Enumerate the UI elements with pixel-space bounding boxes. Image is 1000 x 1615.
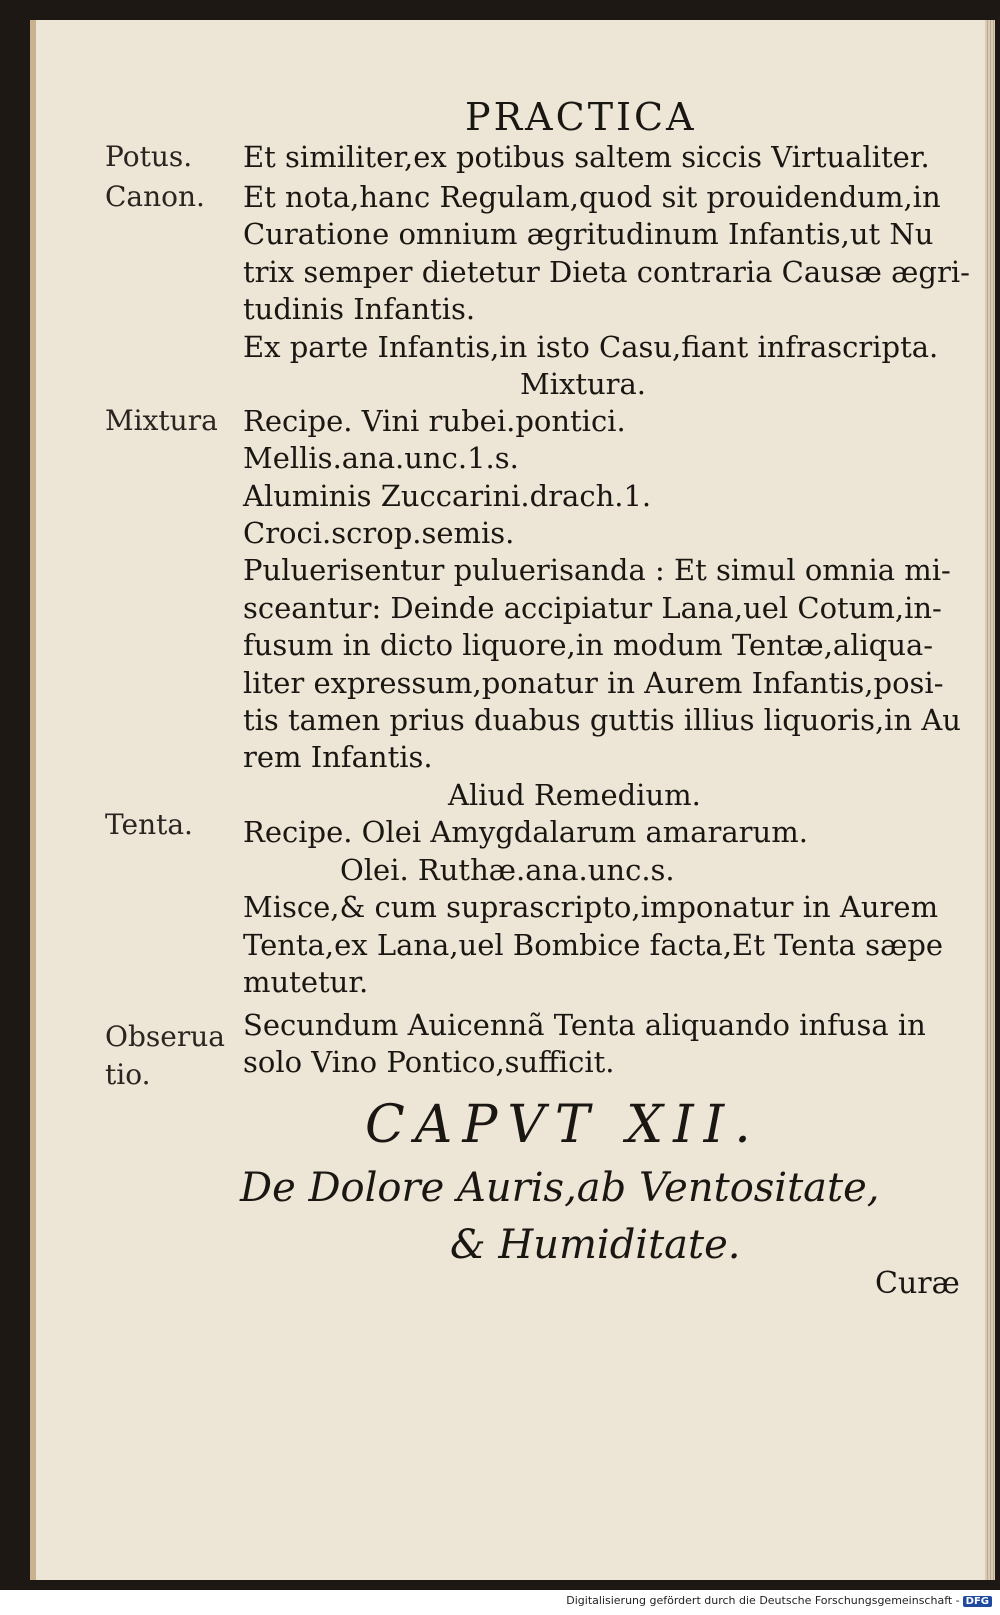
recipe-line: mutetur.	[243, 965, 369, 999]
recipe-line: Recipe. Olei Amygdalarum amararum.	[243, 815, 808, 849]
mixtura-heading: Mixtura.	[520, 367, 647, 401]
digitization-credit	[566, 1594, 992, 1607]
margin-note-obseruatio-cont: tio.	[105, 1058, 151, 1091]
recipe-line: Mellis.ana.unc.1.s.	[243, 441, 519, 475]
recipe-line: fusum in dicto liquore,in modum Tentæ,aliqua-	[243, 628, 934, 662]
recipe-line: Tenta,ex Lana,uel Bombice facta,Et Tenta sæpe	[243, 928, 944, 962]
dfg-logo: DFG	[963, 1596, 992, 1607]
recipe-line: Croci.scrop.semis.	[243, 516, 515, 550]
chapter-number: CAPVT XII.	[365, 1095, 761, 1155]
recipe-line: sceantur: Deinde accipiatur Lana,uel Cotum,in-	[243, 591, 942, 625]
text-line: Et nota,hanc Regulam,quod sit prouidendum,in	[243, 180, 941, 214]
recipe-line: tis tamen prius duabus guttis illius liquoris,in Au	[243, 703, 961, 737]
recipe-line: Misce,& cum suprascripto,imponatur in Aurem	[243, 890, 939, 924]
recipe-line: Aluminis Zuccarini.drach.1.	[243, 479, 652, 513]
recipe-line: liter expressum,ponatur in Aurem Infantis,posi-	[243, 666, 944, 700]
running-title: PRACTICA	[465, 95, 697, 139]
text-line: Curatione omnium ægritudinum Infantis,ut Nu	[243, 217, 934, 251]
text-line: tudinis Infantis.	[243, 292, 476, 326]
margin-note-canon: Canon.	[105, 180, 205, 213]
chapter-title: De Dolore Auris,ab Ventositate,	[240, 1165, 880, 1211]
recipe-line: Olei. Ruthæ.ana.unc.s.	[340, 853, 675, 887]
observation-line: solo Vino Pontico,sufficit.	[243, 1045, 615, 1079]
margin-note-obseruatio: Obserua	[105, 1020, 225, 1053]
page-edges	[985, 20, 995, 1580]
aliud-heading: Aliud Remedium.	[448, 778, 701, 812]
recipe-line: rem Infantis.	[243, 740, 433, 774]
catchword: Curæ	[875, 1266, 960, 1301]
observation-line: Secundum Auicennã Tenta aliquando infusa in	[243, 1008, 926, 1042]
margin-note-tenta: Tenta.	[105, 808, 193, 841]
recipe-line: Puluerisentur puluerisanda : Et simul omnia mi-	[243, 553, 951, 587]
text-line: trix semper dietetur Dieta contraria Causæ ægri-	[243, 255, 970, 289]
credit-text: Digitalisierung gefördert durch die Deutsche Forschungsgemeinschaft -	[566, 1594, 960, 1607]
text-line: Et similiter,ex potibus saltem siccis Virtualiter.	[243, 140, 930, 174]
margin-note-mixtura: Mixtura	[105, 404, 218, 437]
margin-note-potus: Potus.	[105, 140, 193, 173]
chapter-title-cont: & Humiditate.	[450, 1222, 741, 1268]
recipe-line: Recipe. Vini rubei.pontici.	[243, 404, 626, 438]
text-line: Ex parte Infantis,in isto Casu,fiant infrascripta.	[243, 330, 939, 364]
